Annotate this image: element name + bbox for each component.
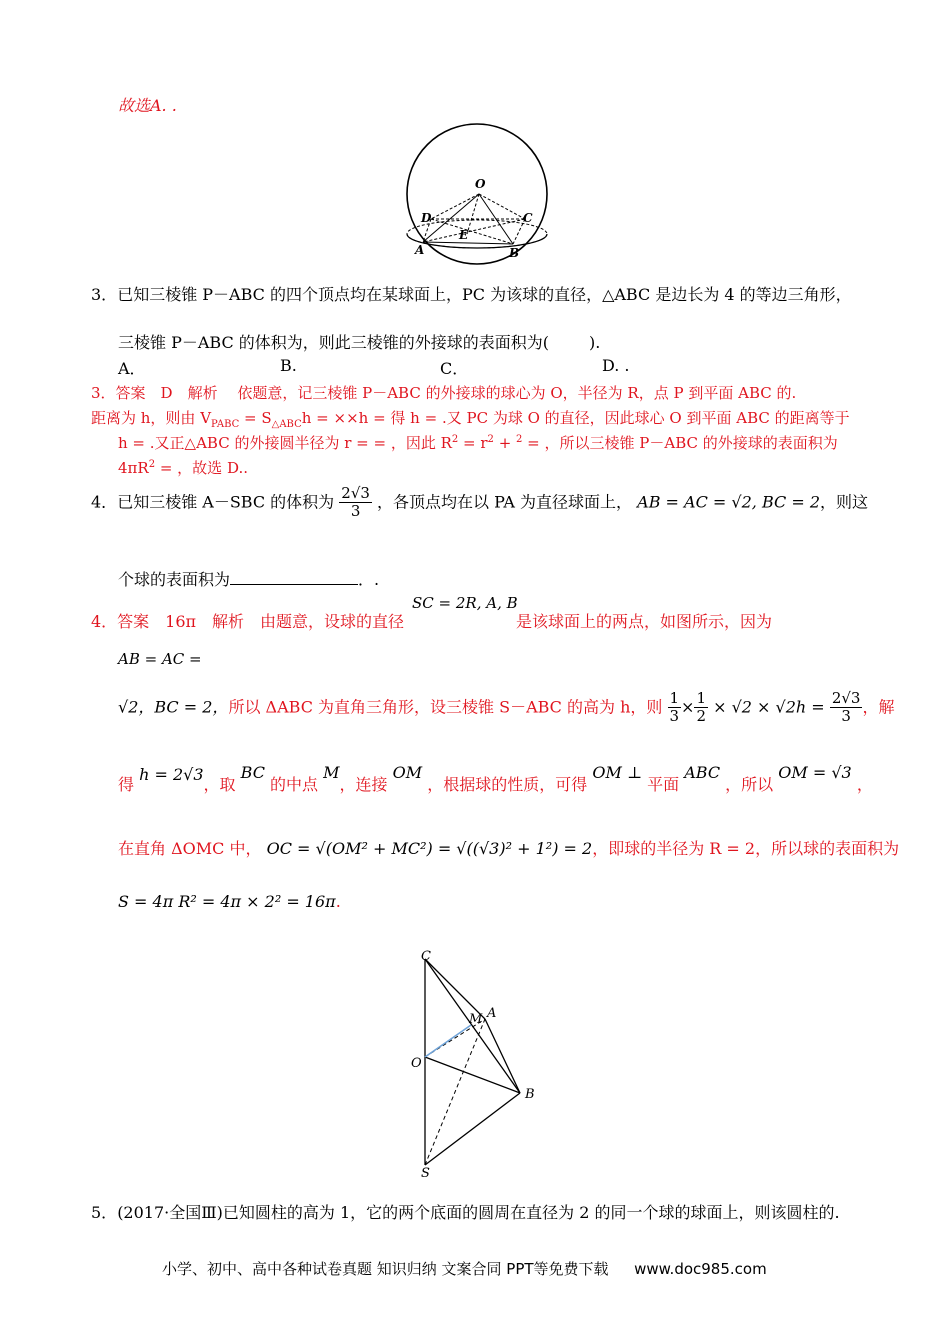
question-text: 三棱锥 P－ABC 的体积为，则此三棱锥的外接球的表面积为(	[118, 333, 550, 352]
tetrahedron-figure	[405, 945, 555, 1180]
option-d: D. .	[602, 356, 630, 375]
question-paren-close: ).	[589, 333, 601, 352]
answer-3-line4: $4\pi R^2$ = ，故选 D..	[118, 459, 248, 477]
label-e: E	[459, 228, 469, 242]
answer-4-line4: 得 h = 2√3，取 BC 的中点 M，连接 OM ，根据球的性质，可得 OM ⊥ 平面 ABC ，所以 OM = √3 ，	[118, 763, 873, 794]
label-d: D	[421, 211, 432, 225]
label-o: O	[411, 1056, 422, 1071]
footer-text: 小学、初中、高中各种试卷真题 知识归纳 文案合同 PPT等免费下载	[162, 1260, 609, 1278]
question-number: 3．	[91, 285, 118, 304]
answer-4-line1-tail: 是该球面上的两点，如图所示，因为	[516, 612, 773, 631]
question-text: 个球的表面积为	[118, 570, 231, 589]
question-3	[91, 282, 852, 305]
footer	[162, 1258, 767, 1279]
question-text: ，各顶点均在以 PA 为直径球面上，	[377, 492, 633, 512]
answer-4-line6: S = 4π R² = 4π × 2² = 16π.	[118, 892, 341, 911]
answer-4-line1: 4．答案 16π 解析 由题意，设球的直径	[91, 612, 405, 631]
option-c: C．	[440, 359, 469, 378]
label-a: A	[487, 1006, 497, 1021]
answer-3-line3: h = .又正△ABC 的外接圆半径为 r = = ，因此 $R^2 = r^2 + ^2$ = ，所以三棱锥 P－ABC 的外接球的表面积为	[118, 434, 838, 452]
answer-blank	[230, 570, 358, 585]
sphere-figure	[395, 122, 560, 272]
label-c: C	[421, 949, 431, 964]
label-m: M	[469, 1012, 483, 1027]
answer-4-line3: √2，BC = 2，所以 ΔABC 为直角三角形，设三棱锥 S－ABC 的高为 h，则 $\frac{1}{3}$ × $\frac{1}{2}$ × √2 × √2h = $\frac{2√3}{3}$ ，解	[118, 689, 895, 726]
om-segment	[425, 1025, 471, 1057]
question-4	[91, 485, 868, 521]
label-c: C	[523, 211, 533, 225]
question-number: 4．	[91, 492, 118, 512]
condition-expression: AB = AC = √2, BC = 2	[637, 492, 821, 512]
question-4-line2	[118, 567, 379, 590]
answer-conclusion: 故选A. .	[118, 96, 177, 115]
footer-link[interactable]: www.doc985.com	[634, 1260, 767, 1278]
label-b: B	[509, 246, 520, 260]
answer-4-sc: SC = 2R, A, B	[412, 594, 518, 612]
answer-3-line1: 3．答案 D 解析 依题意，记三棱锥 P－ABC 的外接球的球心为 O，半径为 R，点 P 到平面 ABC 的.	[91, 384, 797, 402]
question-text: ，则这	[820, 492, 869, 512]
answer-4-ab-ac: AB = AC =	[118, 650, 202, 668]
question-text: (2017·全国Ⅲ)已知圆柱的高为 1，它的两个底面的圆周在直径为 2 的同一个球的球面上，则该圆柱的.	[117, 1203, 840, 1222]
answer-3-line2: 距离为 h，则由 $V_{PABC} = S_{\triangle ABC}h = \times\times h$ = 得 h = .又 PC 为球 O 的直径，因此球心 O 到平面 ABC 的距离等于	[91, 409, 850, 430]
question-number: 5．	[91, 1203, 118, 1222]
question-text: 已知三棱锥 A－SBC 的体积为	[117, 492, 335, 512]
question-text: ．.	[358, 570, 380, 589]
answer-4-line5: 在直角 ΔOMC 中， OC = √(OM² + MC²) = √((√3)² + 1²) = 2，即球的半径为 R = 2，所以球的表面积为	[118, 839, 900, 858]
question-3-line2	[118, 330, 600, 353]
label-s: S	[421, 1166, 430, 1180]
label-b: B	[525, 1087, 535, 1102]
label-o: O	[475, 177, 486, 191]
volume-fraction: $\frac{2√3}{3}$	[341, 484, 370, 521]
option-a: A．	[118, 359, 146, 378]
label-a: A	[415, 243, 425, 257]
question-5	[91, 1200, 840, 1223]
question-text: 已知三棱锥 P－ABC 的四个顶点均在某球面上，PC 为该球的直径，△ABC 是边长为 4 的等边三角形，	[117, 285, 852, 304]
option-b: B.	[280, 356, 297, 375]
